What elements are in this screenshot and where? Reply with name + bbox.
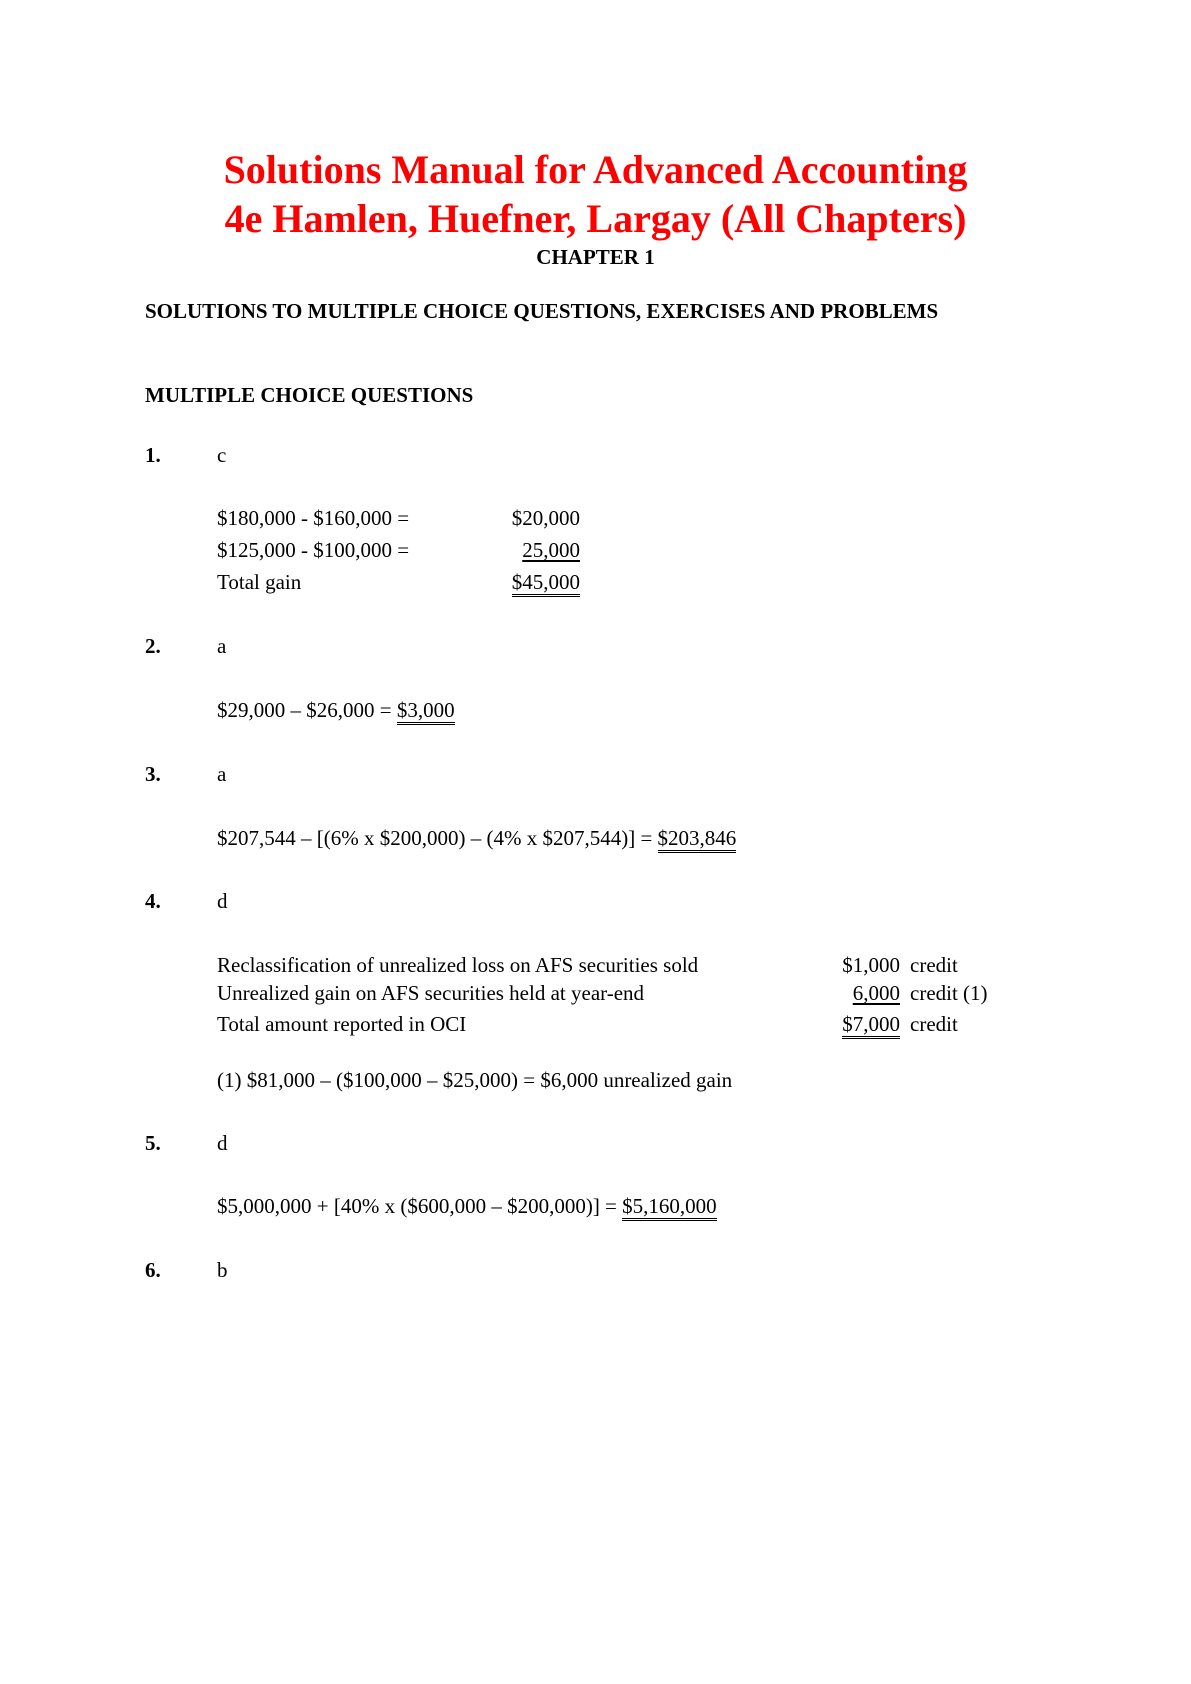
question-answer: a: [217, 762, 227, 786]
subsection-heading: MULTIPLE CHOICE QUESTIONS: [145, 383, 474, 407]
question-answer: a: [217, 634, 227, 658]
calc-expression: $29,000 – $26,000 =: [217, 698, 397, 722]
title-line-2: 4e Hamlen, Huefner, Largay (All Chapters): [224, 196, 967, 241]
question-answer: c: [217, 443, 227, 467]
calc-label: $180,000 - $160,000 =: [217, 506, 410, 530]
calc-expression: $207,544 – [(6% x $200,000) – (4% x $207,544)] =: [217, 826, 658, 850]
calc-line: [217, 1193, 717, 1219]
total-value-text: $45,000: [512, 570, 580, 597]
calc-result: $3,000: [397, 698, 455, 725]
calc-line: [217, 697, 455, 723]
oci-total-label: Total amount reported in OCI: [217, 1012, 467, 1036]
calc-value: $20,000: [511, 506, 580, 530]
oci-row-note: credit (1): [910, 981, 988, 1005]
oci-total-value: [800, 1011, 900, 1037]
total-value: [480, 569, 580, 595]
calc-expression: $5,000,000 + [40% x ($600,000 – $200,000)] =: [217, 1194, 623, 1218]
question-answer: d: [217, 889, 228, 913]
oci-row-label: Unrealized gain on AFS securities held at year-end: [217, 981, 645, 1005]
question-answer: d: [217, 1131, 228, 1155]
chapter-heading: CHAPTER 1: [536, 245, 655, 269]
title-line-1: Solutions Manual for Advanced Accounting: [223, 147, 968, 192]
oci-row-value: [800, 980, 900, 1006]
question-answer: b: [217, 1258, 228, 1282]
calc-value-text: 25,000: [522, 538, 580, 562]
oci-row-value-text: 6,000: [852, 981, 900, 1005]
question-number: 6.: [145, 1258, 161, 1282]
footnote: (1) $81,000 – ($100,000 – $25,000) = $6,000 unrealized gain: [217, 1068, 733, 1092]
oci-row-label: Reclassification of unrealized loss on AFS securities sold: [217, 953, 699, 977]
calc-label: $125,000 - $100,000 =: [217, 538, 410, 562]
section-heading: SOLUTIONS TO MULTIPLE CHOICE QUESTIONS, EXERCISES AND PROBLEMS: [145, 299, 939, 323]
calc-result: $203,846: [658, 826, 737, 853]
question-number: 3.: [145, 762, 161, 786]
question-number: 5.: [145, 1131, 161, 1155]
calc-line: [217, 825, 736, 851]
question-number: 1.: [145, 443, 161, 467]
oci-row-note: credit: [910, 953, 958, 977]
question-number: 2.: [145, 634, 161, 658]
total-label: Total gain: [217, 570, 302, 594]
oci-total-value-text: $7,000: [842, 1012, 900, 1039]
calc-result: $5,160,000: [622, 1194, 717, 1221]
oci-row-value: $1,000: [842, 953, 900, 977]
calc-value: [480, 537, 580, 563]
question-number: 4.: [145, 889, 161, 913]
oci-total-note: credit: [910, 1012, 958, 1036]
